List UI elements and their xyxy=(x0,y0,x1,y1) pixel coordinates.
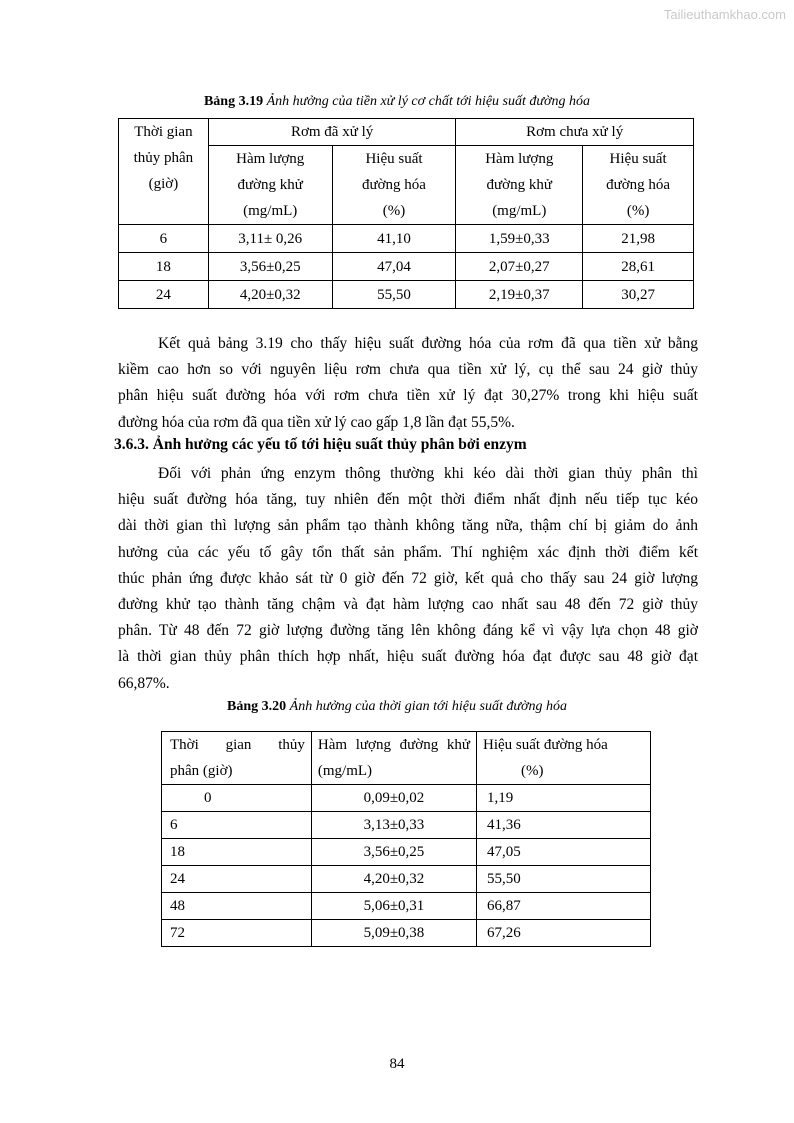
paragraph-enzyme-time: Đối với phản ứng enzym thông thường khi kéo dài thời gian thủy phân thì hiệu suất đường hóa tăng, tuy nhiên đến một thời điểm nhất định nếu tiếp tục kéo dài thời gian thì lượng sản phẩm tạo thành không tăng nữa, thậm chí bị giảm do ảnh hưởng của các yếu tố gây tổn thất sản phẩm. Thí nghiệm xác định thời điểm kết thúc phản ứng được khảo sát từ 0 giờ đến 72 giờ, kết quả cho thấy sau 24 giờ lượng đường khử tạo thành tăng chậm và đạt hàm lượng cao nhất sau 48 đến 72 giờ thủy phân. Từ 48 đến 72 giờ lượng đường tăng lên không đáng kể vì vậy lựa chọn 48 giờ là thời gian thủy phân thích hợp nhất, hiệu suất đường hóa đạt được sau 48 giờ đạt 66,87%. xyxy=(118,465,698,692)
header-untreated-yield: Hiệu suất đường hóa (%) xyxy=(583,146,694,225)
caption-text: Ảnh hưởng của tiền xử lý cơ chất tới hiệu suất đường hóa xyxy=(266,94,591,109)
table-row: 72 5,09±0,38 67,26 xyxy=(162,920,651,947)
header-time: Thời gian thủy phân (giờ) xyxy=(162,732,312,785)
table-3-19-caption xyxy=(0,94,794,110)
table-3-19 xyxy=(118,118,694,309)
caption-label: Bảng 3.19 xyxy=(203,94,264,109)
table-row: 6 3,11± 0,26 41,10 1,59±0,33 21,98 xyxy=(119,225,694,253)
watermark-text: Tailieuthamkhao.com xyxy=(663,7,786,22)
table-row: 18 3,56±0,25 47,05 xyxy=(162,839,651,866)
header-untreated-straw: Rơm chưa xử lý xyxy=(456,119,694,146)
header-yield: Hiệu suất đường hóa (%) xyxy=(477,732,651,785)
table-3-20-caption xyxy=(0,699,794,715)
header-time: Thời gian thủy phân (giờ) xyxy=(119,119,209,225)
header-treated-straw: Rơm đã xử lý xyxy=(208,119,456,146)
table-row: 0 0,09±0,02 1,19 xyxy=(162,785,651,812)
table-row: 18 3,56±0,25 47,04 2,07±0,27 28,61 xyxy=(119,253,694,281)
header-treated-sugar: Hàm lượng đường khử (mg/mL) xyxy=(208,146,332,225)
section-heading: 3.6.3. Ảnh hưởng các yếu tố tới hiệu suất thủy phân bởi enzym xyxy=(114,436,527,453)
table-row: 48 5,06±0,31 66,87 xyxy=(162,893,651,920)
table-row: 6 3,13±0,33 41,36 xyxy=(162,812,651,839)
header-sugar: Hàm lượng đường khử (mg/mL) xyxy=(311,732,476,785)
table-row: 24 4,20±0,32 55,50 2,19±0,37 30,27 xyxy=(119,281,694,309)
paragraph-result-3-19: Kết quả bảng 3.19 cho thấy hiệu suất đường hóa của rơm đã qua tiền xử bằng kiềm cao hơn so với nguyên liệu rơm chưa qua tiền xử lý, cụ thể sau 24 giờ thủy phân hiệu suất đường hóa với rơm chưa tiền xử lý đạt 30,27% trong khi hiệu suất đường hóa của rơm đã qua tiền xử lý cao gấp 1,8 lần đạt 55,5%. xyxy=(118,335,698,431)
caption-label: Bảng 3.20 xyxy=(227,699,287,714)
table-3-20 xyxy=(161,731,651,947)
page-number: 84 xyxy=(389,1056,405,1072)
table-row: 24 4,20±0,32 55,50 xyxy=(162,866,651,893)
caption-text: Ảnh hưởng của thời gian tới hiệu suất đường hóa xyxy=(289,699,567,714)
header-untreated-sugar: Hàm lượng đường khử (mg/mL) xyxy=(456,146,583,225)
header-treated-yield: Hiệu suất đường hóa (%) xyxy=(332,146,456,225)
